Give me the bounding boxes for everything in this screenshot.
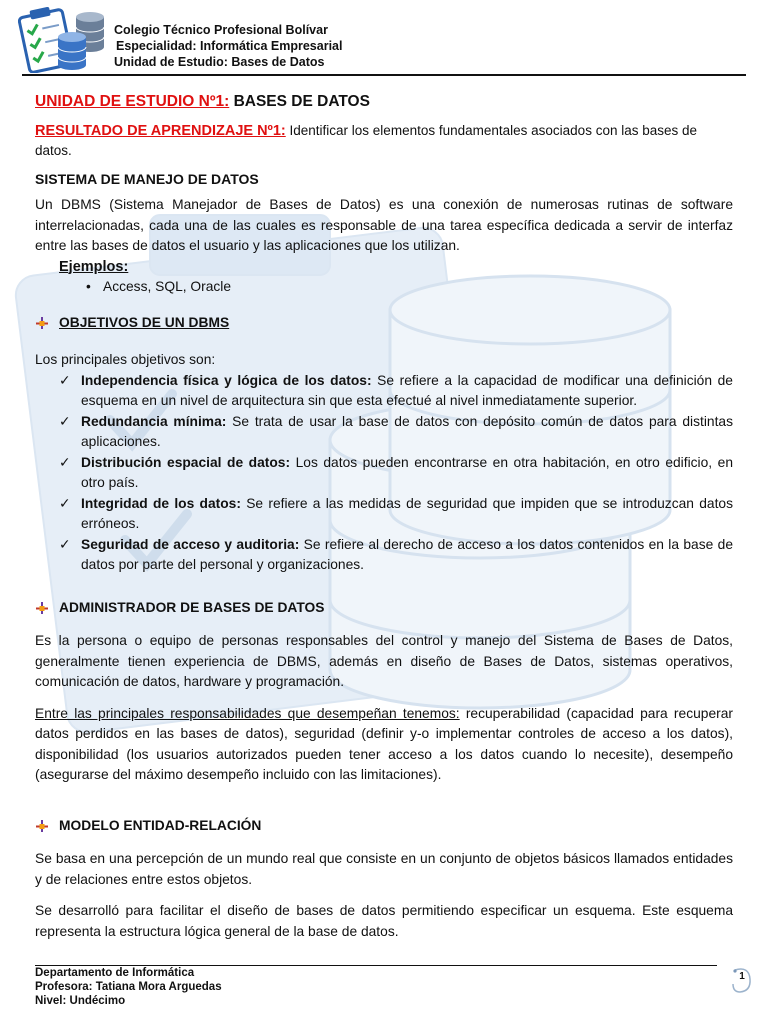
learning-result xyxy=(35,121,733,162)
dbms-heading: SISTEMA DE MANEJO DE DATOS xyxy=(35,170,259,187)
objective-term: Redundancia mínima: xyxy=(81,413,227,429)
admin-heading xyxy=(35,598,733,619)
clipboard-database-icon xyxy=(18,3,104,73)
page-number: 1 xyxy=(739,971,745,982)
unit-name: BASES DE DATOS xyxy=(233,93,370,110)
page-number-badge xyxy=(731,967,753,995)
header-divider xyxy=(22,74,746,76)
checkmark-icon: ✓ xyxy=(59,372,71,388)
responsibilities-label: Entre las principales responsabilidades que desempeñan tenemos: xyxy=(35,705,460,721)
pushpin-icon xyxy=(35,819,49,833)
learning-result-label: RESULTADO DE APRENDIZAJE Nº1: xyxy=(35,122,286,139)
checkmark-icon: ✓ xyxy=(59,413,71,429)
study-unit: Unidad de Estudio: Bases de Datos xyxy=(114,55,325,69)
list-item: • Access, SQL, Oracle xyxy=(35,277,733,298)
objective-term: Seguridad de acceso y auditoria: xyxy=(81,536,300,552)
list-item xyxy=(35,535,733,576)
er-heading xyxy=(35,816,733,837)
list-item xyxy=(35,371,733,412)
objective-term: Integridad de los datos: xyxy=(81,495,241,511)
objective-text: Se refiere al derecho de acceso a los datos contenidos en la base de datos por parte del personal y organizaciones. xyxy=(81,536,734,572)
header-text xyxy=(114,22,342,70)
list-item xyxy=(35,412,733,453)
unit-label: UNIDAD DE ESTUDIO Nº1: xyxy=(35,93,230,110)
er-paragraph-1: Se basa en una percepción de un mundo real que consiste en un conjunto de objetos básicos llamados entidades y de relaciones entre estos objetos. xyxy=(35,851,733,887)
objective-term: Independencia física y lógica de los datos: xyxy=(81,372,372,388)
checkmark-icon: ✓ xyxy=(59,536,71,552)
pushpin-icon xyxy=(35,316,49,330)
examples-list xyxy=(35,277,733,298)
admin-responsibilities xyxy=(35,704,733,786)
pushpin-icon xyxy=(35,601,49,615)
school-name: Colegio Técnico Profesional Bolívar xyxy=(114,23,328,37)
learning-result-text: Identificar los elementos fundamentales asociados con las bases de datos. xyxy=(35,122,698,158)
list-item xyxy=(35,453,733,494)
er-title: MODELO ENTIDAD-RELACIÓN xyxy=(59,817,262,833)
footer xyxy=(35,966,222,1008)
footer-department: Departamento de Informática xyxy=(35,967,195,979)
examples-label: Ejemplos: xyxy=(59,258,129,275)
dbms-paragraph: Un DBMS (Sistema Manejador de Bases de Datos) es una conexión de numerosas rutinas de software interrelacionadas, cada una de las cuales es responsable de una tarea específica dedicada a servir de interfaz entre las bases de datos el usuario y las aplicaciones que los utilizan. xyxy=(35,197,733,253)
objective-text: Se refiere a la capacidad de modificar una definición de esquema en un nivel de arquitectura sin que esta efectué al nivel inmediatamente superior. xyxy=(81,372,733,408)
objective-text: Se refiere a las medidas de seguridad que impiden que se introduzcan datos erróneos. xyxy=(81,495,733,531)
objectives-intro: Los principales objetivos son: xyxy=(35,352,216,367)
admin-paragraph: Es la persona o equipo de personas responsables del control y manejo del Sistema de Bases de Datos, generalmente tienen experiencia de DBMS, además en diseño de Bases de Datos, sistemas operativos, comunicación de datos, hardware y programación. xyxy=(35,633,733,689)
specialty: Especialidad: Informática Empresarial xyxy=(116,39,343,53)
objectives-list xyxy=(35,371,733,576)
unit-title xyxy=(35,92,733,113)
checkmark-icon: ✓ xyxy=(59,495,71,511)
footer-teacher: Profesora: Tatiana Mora Arguedas xyxy=(35,981,222,993)
admin-title: ADMINISTRADOR DE BASES DE DATOS xyxy=(59,599,325,615)
responsibilities-text: recuperabilidad (capacidad para recuperar datos perdidos en las bases de datos), seguridad (definir y-o implementar controles de acceso a los datos), disponibilidad (los usuarios autorizados pueden tener acceso a los datos cuando lo necesite), desempeño (asegurarse del máximo desempeño incluido con las limitaciones). xyxy=(35,705,733,782)
checkmark-icon: ✓ xyxy=(59,454,71,470)
er-paragraph-2: Se desarrolló para facilitar el diseño de bases de datos permitiendo especificar un esquema. Este esquema representa la estructura lógica general de la base de datos. xyxy=(35,903,733,939)
objectives-title: OBJETIVOS DE UN DBMS xyxy=(59,314,230,330)
footer-level: Nivel: Undécimo xyxy=(35,995,126,1007)
objective-text: Se trata de usar la base de datos con depósito común de datos para distintas aplicaciones. xyxy=(81,413,733,449)
objectives-heading xyxy=(35,313,733,334)
list-item xyxy=(35,494,733,535)
document-body xyxy=(35,92,733,942)
objective-term: Distribución espacial de datos: xyxy=(81,454,291,470)
objective-text: Los datos pueden encontrarse en otra habitación, en otro edificio, en otro país. xyxy=(81,454,733,490)
